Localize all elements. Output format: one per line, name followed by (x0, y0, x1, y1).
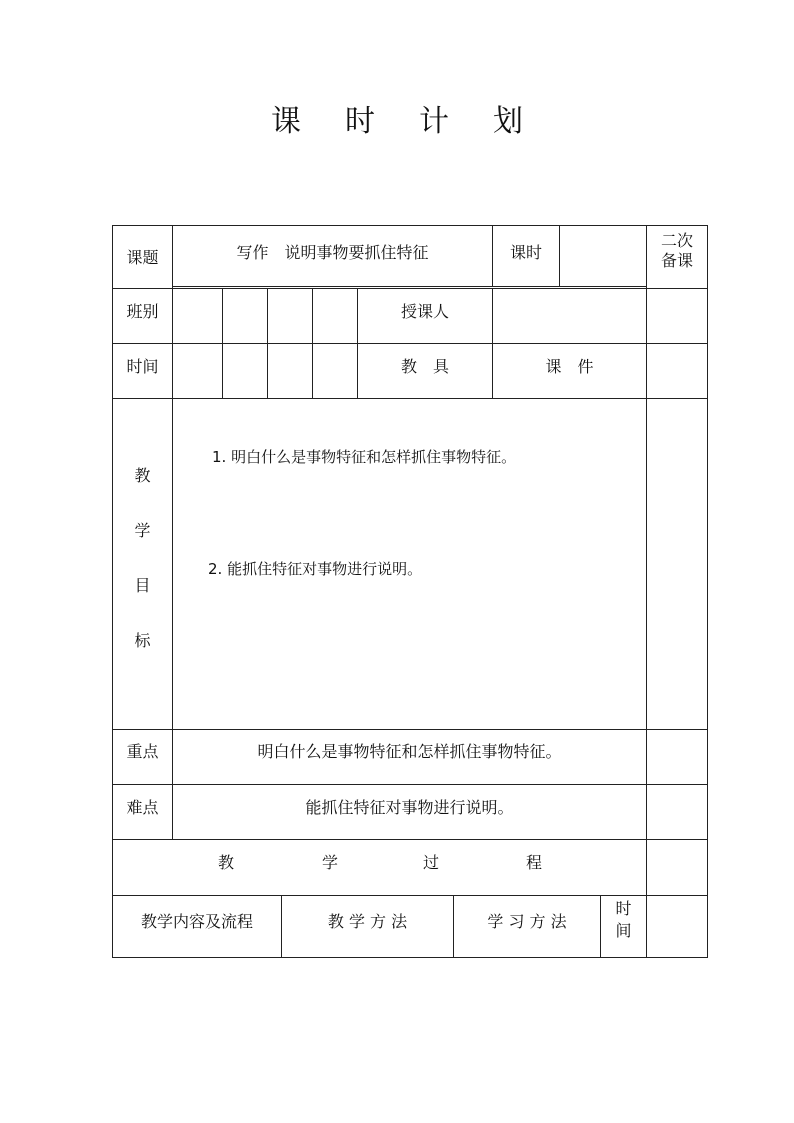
second-prep-label (647, 226, 707, 276)
tools-value: 课 件 (545, 356, 594, 376)
difficulty-value: 能抓住特征对事物进行说明。 (305, 797, 514, 817)
title-char: 时 (345, 104, 375, 139)
objectives-label (113, 448, 172, 668)
table-line (112, 398, 708, 399)
tools-label: 教 具 (400, 356, 449, 376)
time-label: 时间 (126, 356, 159, 376)
table-line (112, 957, 708, 958)
key-point-label: 重点 (126, 741, 159, 761)
table-line (267, 288, 268, 398)
title-char: 课 (271, 104, 301, 139)
objectives-char: 学 (134, 521, 151, 540)
learning-method-header: 学 习 方 法 (487, 911, 567, 931)
second-prep-line: 二次 (660, 231, 693, 250)
topic-value: 写作 说明事物要抓住特征 (236, 242, 429, 262)
process-char: 学 (321, 852, 338, 872)
table-line (646, 225, 647, 958)
table-line (559, 225, 560, 286)
second-prep-line: 备课 (660, 251, 693, 270)
teacher-label: 授课人 (400, 301, 449, 321)
table-line (172, 286, 646, 287)
time-column-line: 间 (615, 921, 632, 940)
objective-2: 2. 能抓住特征对事物进行说明。 (208, 560, 423, 578)
difficulty-label: 难点 (126, 797, 159, 817)
table-line (312, 288, 313, 398)
time-column-header (601, 896, 646, 944)
process-char: 过 (422, 852, 439, 872)
title-char: 计 (419, 104, 449, 139)
objective-1: 1. 明白什么是事物特征和怎样抓住事物特征。 (212, 448, 517, 466)
period-label: 课时 (509, 242, 542, 262)
key-point-value: 明白什么是事物特征和怎样抓住事物特征。 (257, 741, 562, 761)
process-char: 程 (525, 852, 542, 872)
table-line (222, 288, 223, 398)
objectives-char: 目 (134, 576, 151, 595)
title-char: 划 (493, 104, 523, 139)
topic-label: 课题 (126, 247, 159, 267)
objectives-char: 标 (134, 631, 151, 650)
table-line (707, 225, 708, 958)
objectives-char: 教 (134, 466, 151, 485)
teaching-method-header: 教 学 方 法 (327, 911, 408, 931)
table-line (112, 839, 708, 840)
time-column-line: 时 (615, 899, 632, 918)
page-title (0, 96, 794, 140)
process-char: 教 (217, 852, 234, 872)
content-flow-header: 教学内容及流程 (140, 911, 253, 931)
class-label: 班别 (126, 301, 159, 321)
